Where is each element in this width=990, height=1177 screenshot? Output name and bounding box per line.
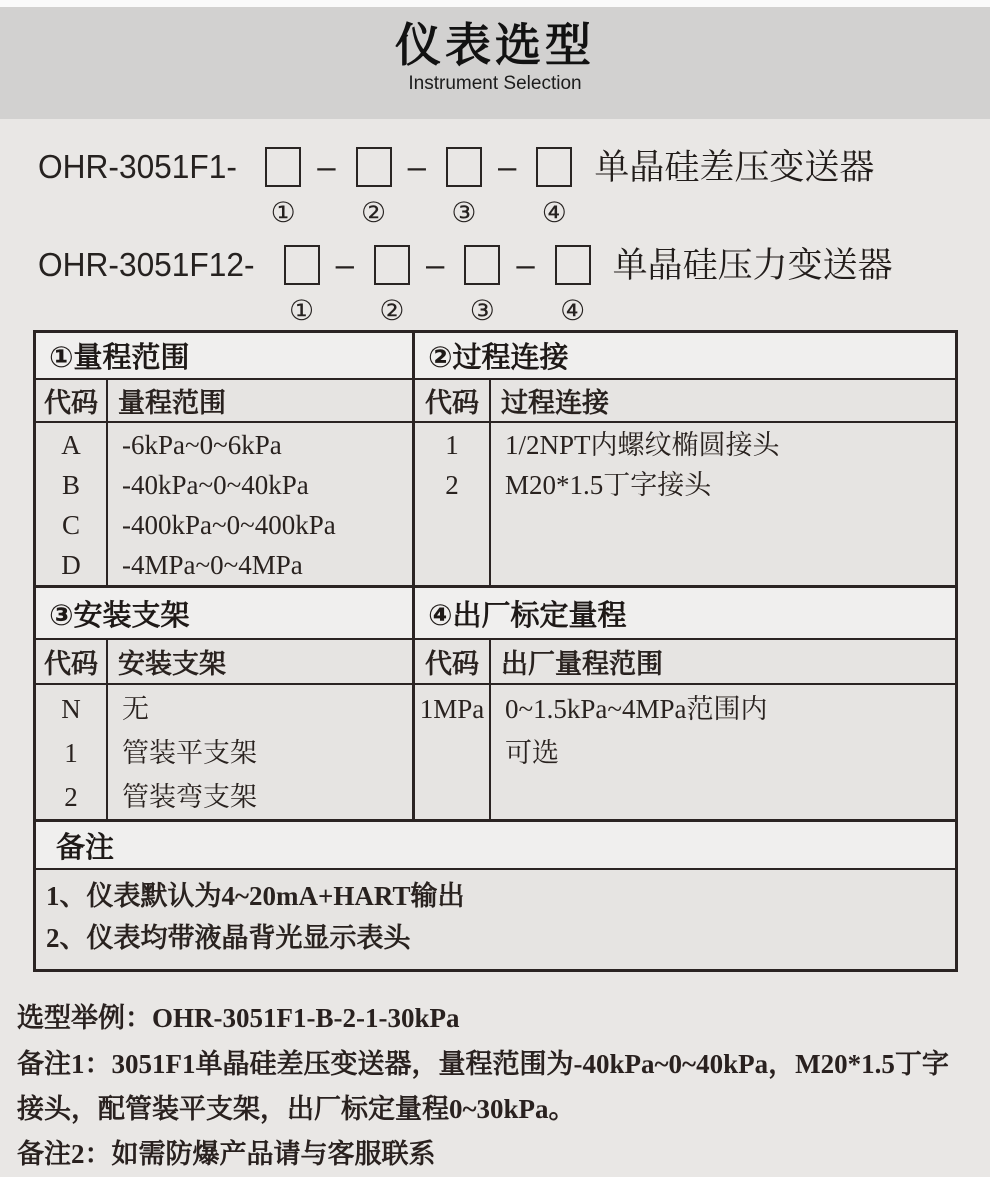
top-strip: [0, 0, 990, 7]
desc-header: 安装支架: [108, 640, 415, 683]
option-box-icon: [356, 147, 392, 187]
example-label: 选型举例：: [17, 1003, 152, 1033]
circled-number: ④: [560, 296, 586, 327]
circled-number: ③: [469, 296, 495, 327]
desc-cells: [108, 423, 415, 585]
desc-header: 过程连接: [501, 388, 609, 418]
model-name-label: 单晶硅差压变送器: [594, 148, 875, 187]
section-1-title: ①量程范围: [36, 333, 415, 378]
remark-header: 备注: [36, 822, 955, 870]
dash-separator: –: [425, 246, 445, 283]
code-cell: A: [61, 430, 81, 460]
selection-table: [33, 330, 958, 972]
option-slot: [284, 245, 320, 327]
desc-header: 出厂量程范围: [501, 649, 663, 679]
desc-cell: 可选: [505, 738, 559, 768]
option-box-icon: [536, 147, 572, 187]
circled-number: ②: [379, 296, 405, 327]
option-box-icon: [464, 245, 500, 285]
option-box-icon: [555, 245, 591, 285]
desc-cell: 无: [122, 694, 149, 724]
data-area-1: [36, 423, 955, 588]
option-slot: [536, 147, 572, 229]
code-cells: [415, 423, 491, 585]
remark-line: 2、仪表均带液晶背光显示表头: [46, 923, 411, 953]
option-box-icon: [284, 245, 320, 285]
code-header: 代码: [415, 640, 491, 683]
section-3-title: ③安装支架: [36, 588, 415, 638]
circled-number: ①: [270, 198, 296, 229]
code-cell: B: [61, 470, 80, 500]
code-cell: N: [61, 694, 81, 724]
remark-notes: [36, 870, 955, 969]
model-ordering-area: [38, 147, 893, 343]
code-header: 代码: [415, 380, 491, 421]
option-slot: [446, 147, 482, 229]
desc-cell: M20*1.5丁字接头: [505, 470, 712, 500]
option-slot: [374, 245, 410, 327]
remark-line: 1、仪表默认为4~20mA+HART输出: [46, 881, 465, 911]
code-cell: C: [61, 510, 80, 540]
desc-cell: 管装平支架: [122, 738, 257, 768]
code-cells: [36, 423, 108, 585]
desc-header: 量程范围: [108, 380, 415, 421]
page-title: 仪表选型: [395, 19, 595, 71]
dash-separator: –: [516, 246, 535, 283]
model-line-1: [38, 147, 893, 229]
section-header-row-1: [36, 333, 955, 380]
section-header-row-2: [36, 588, 955, 640]
desc-cells: [108, 685, 415, 819]
option-box-icon: [446, 147, 482, 187]
subheader-row-2: [36, 640, 955, 685]
option-slot: [464, 245, 500, 327]
model-line-2: [38, 245, 893, 327]
code-cells: [36, 685, 108, 819]
desc-cell: -40kPa~0~40kPa: [122, 470, 309, 500]
desc-cell: -6kPa~0~6kPa: [122, 430, 282, 460]
footer-text: [17, 996, 975, 1177]
code-cell: 2: [445, 470, 459, 500]
dash-separator: –: [497, 148, 517, 185]
code-header: 代码: [36, 640, 108, 683]
header-band: [0, 7, 990, 119]
option-box-icon: [374, 245, 410, 285]
code-cell: 1MPa: [419, 694, 485, 724]
footer-note-1: 备注1：3051F1单晶硅差压变送器，量程范围为-40kPa~0~40kPa，M20*1.5丁字接头，配管装平支架，出厂标定量程0~30kPa。: [17, 1049, 949, 1124]
desc-cell: -400kPa~0~400kPa: [122, 510, 336, 540]
section-4-title: ④出厂标定量程: [428, 599, 627, 632]
desc-cells: [491, 685, 955, 819]
code-cell: 1: [64, 738, 78, 768]
dash-separator: –: [335, 246, 354, 283]
option-slot: [555, 245, 591, 327]
page-subtitle: Instrument Selection: [408, 73, 582, 94]
code-cell: D: [61, 550, 81, 580]
option-box-icon: [265, 147, 301, 187]
option-slot: [265, 147, 301, 229]
desc-cell: -4MPa~0~4MPa: [122, 550, 303, 580]
section-2-title: ②过程连接: [428, 342, 569, 374]
subheader-row-1: [36, 380, 955, 423]
code-cells: [415, 685, 491, 819]
circled-number: ①: [289, 296, 315, 327]
footer-note-2: 备注2：如需防爆产品请与客服联系: [17, 1139, 436, 1169]
desc-cell: 管装弯支架: [122, 782, 257, 812]
code-cell: 2: [64, 782, 78, 812]
example-value: OHR-3051F1-B-2-1-30kPa: [152, 1003, 460, 1033]
option-slot: [356, 147, 392, 229]
circled-number: ③: [451, 198, 477, 229]
desc-cell: 1/2NPT内螺纹椭圆接头: [505, 430, 780, 460]
data-area-2: [36, 685, 955, 822]
code-header: 代码: [36, 380, 108, 421]
model-prefix-1: OHR-3051F1-: [38, 148, 237, 185]
code-cell: 1: [445, 430, 459, 460]
dash-separator: –: [317, 148, 336, 185]
model-prefix-2: OHR-3051F12-: [38, 246, 255, 283]
selection-example-line: [17, 996, 975, 1041]
desc-cells: [491, 423, 955, 585]
dash-separator: –: [407, 148, 426, 185]
model-name-label: 单晶硅压力变送器: [612, 246, 893, 285]
circled-number: ④: [541, 198, 567, 229]
circled-number: ②: [361, 198, 387, 229]
desc-cell: 0~1.5kPa~4MPa范围内: [505, 694, 768, 724]
